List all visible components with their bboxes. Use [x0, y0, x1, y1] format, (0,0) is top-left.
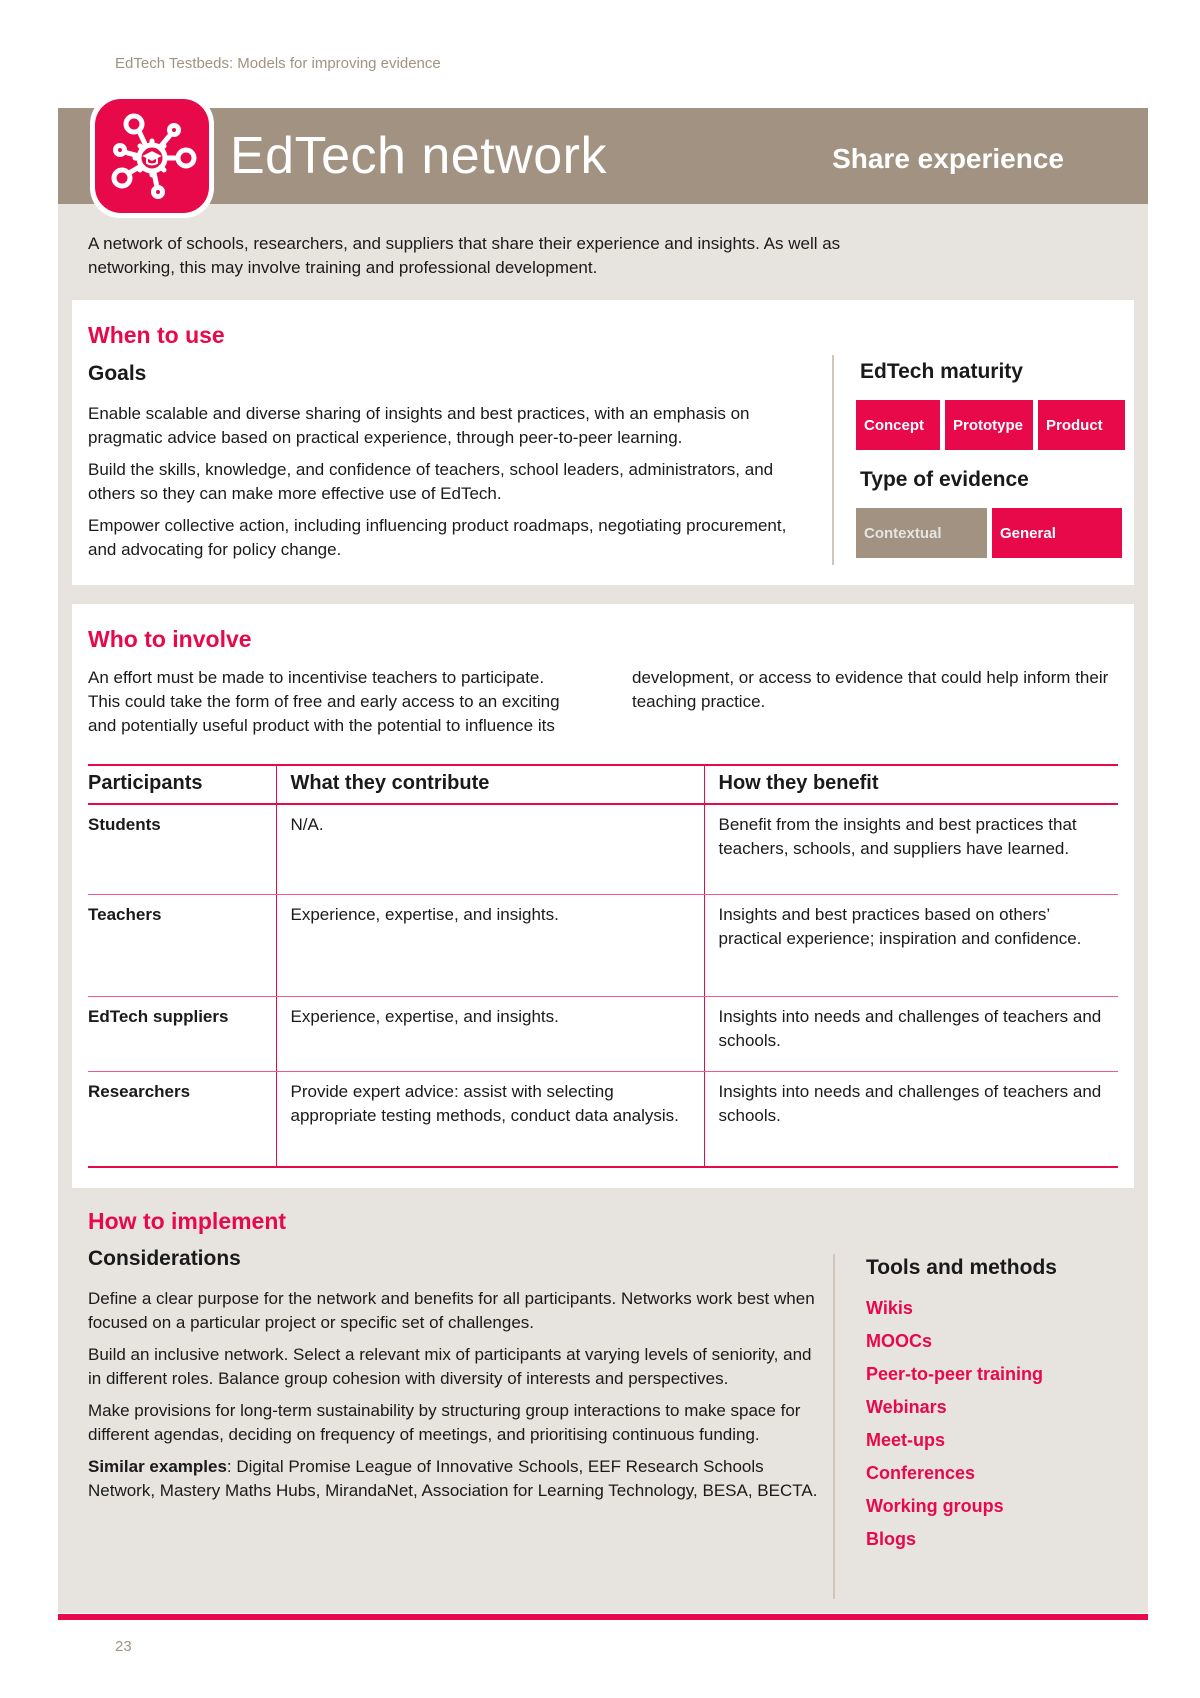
participant-name: Students [88, 804, 276, 894]
participant-name: EdTech suppliers [88, 996, 276, 1071]
who-to-involve-panel [72, 604, 1134, 1188]
similar-examples-text: : Digital Promise League of Innovative Schools, EEF Research Schools Network, Mastery Maths Hubs, MirandaNet, Association for Learning Technology, BESA, BECTA. [88, 1457, 818, 1500]
table-row [88, 1071, 1118, 1167]
evidence-tag-contextual: Contextual [856, 508, 987, 558]
participant-contribution: N/A. [276, 804, 704, 894]
participant-name: Teachers [88, 894, 276, 996]
goals-heading: Goals [88, 362, 147, 385]
evidence-tag-general: General [992, 508, 1122, 558]
maturity-tag-prototype: Prototype [945, 400, 1033, 450]
table-header-row [88, 765, 1118, 804]
consideration-item: Make provisions for long-term sustainability by structuring group interactions to make space for different agendas, deciding on frequency of meetings, and prioritising continuous funding. [88, 1401, 801, 1444]
maturity-tag-concept: Concept [856, 400, 940, 450]
column-header-benefit: How they benefit [704, 765, 1118, 804]
category-label: Share experience [832, 143, 1064, 174]
goals-list [88, 402, 808, 570]
how-to-implement-heading: How to implement [88, 1208, 287, 1234]
considerations-heading: Considerations [88, 1247, 241, 1270]
participant-benefit: Insights into needs and challenges of teachers and schools. [704, 996, 1118, 1071]
participant-contribution: Experience, expertise, and insights. [276, 894, 704, 996]
tool-link-conferences[interactable]: Conferences [866, 1463, 976, 1483]
similar-examples [88, 1455, 818, 1503]
participant-contribution: Provide expert advice: assist with selecting appropriate testing methods, conduct data analysis. [276, 1071, 704, 1167]
consideration-item: Build an inclusive network. Select a relevant mix of participants at varying levels of seniority, and in different roles. Balance group cohesion with diversity of interests and perspectives. [88, 1345, 812, 1388]
consideration-item: Define a clear purpose for the network and benefits for all participants. Networks work best when focused on a particular project or specific set of challenges. [88, 1289, 815, 1332]
banner [58, 108, 1148, 204]
network-gear-graduation-cap-icon [102, 106, 202, 206]
when-to-use-panel [72, 300, 1134, 585]
tool-link-blogs[interactable]: Blogs [866, 1529, 917, 1549]
participant-benefit: Insights into needs and challenges of teachers and schools. [704, 1071, 1118, 1167]
participant-benefit: Benefit from the insights and best practices that teachers, schools, and suppliers have learned. [704, 804, 1118, 894]
page-number: 23 [115, 1638, 132, 1655]
column-header-participants: Participants [88, 765, 276, 804]
participant-benefit: Insights and best practices based on others’ practical experience; inspiration and confidence. [704, 894, 1118, 996]
when-to-use-heading: When to use [88, 322, 225, 348]
similar-examples-label: Similar examples [88, 1457, 227, 1476]
participant-name: Researchers [88, 1071, 276, 1167]
model-logo [90, 94, 214, 218]
column-divider [832, 355, 834, 565]
evidence-heading: Type of evidence [860, 468, 1029, 491]
goal-item: Enable scalable and diverse sharing of insights and best practices, with an emphasis on pragmatic advice based on practical experience, through peer-to-peer learning. [88, 404, 750, 447]
tools-list [866, 1298, 1043, 1562]
model-card [58, 108, 1148, 1613]
tools-heading: Tools and methods [866, 1256, 1057, 1279]
page-title: EdTech network [230, 127, 607, 185]
evidence-tags [856, 508, 1122, 558]
participants-table [88, 764, 1118, 1168]
maturity-tags [856, 400, 1125, 450]
maturity-tag-product: Product [1038, 400, 1125, 450]
goal-item: Empower collective action, including influencing product roadmaps, negotiating procurement, and advocating for policy change. [88, 516, 787, 559]
who-to-involve-text: An effort must be made to incentivise teachers to participate. This could take the form of free and early access to an exciting and potentially useful product with the potential to influence its development, or access to evidence that could help inform their teaching practice. [88, 668, 1109, 735]
tool-link-working-groups[interactable]: Working groups [866, 1496, 1004, 1516]
participant-contribution: Experience, expertise, and insights. [276, 996, 704, 1071]
tool-link-webinars[interactable]: Webinars [866, 1397, 947, 1417]
who-to-involve-heading: Who to involve [88, 626, 252, 652]
tool-link-peer-to-peer-training[interactable]: Peer-to-peer training [866, 1364, 1044, 1384]
tool-link-moocs[interactable]: MOOCs [866, 1331, 933, 1351]
table-row [88, 804, 1118, 894]
maturity-heading: EdTech maturity [860, 360, 1023, 383]
considerations-list [88, 1287, 818, 1511]
tool-link-wikis[interactable]: Wikis [866, 1298, 913, 1318]
table-row [88, 894, 1118, 996]
footer-accent-bar [58, 1614, 1148, 1620]
running-head: EdTech Testbeds: Models for improving evidence [115, 55, 441, 72]
table-row [88, 996, 1118, 1071]
intro-text: A network of schools, researchers, and suppliers that share their experience and insights. As well as networking, this may involve training and professional development. [88, 234, 841, 277]
column-divider [833, 1254, 835, 1599]
tool-link-meet-ups[interactable]: Meet-ups [866, 1430, 946, 1450]
goal-item: Build the skills, knowledge, and confidence of teachers, school leaders, administrators, and others so they can make more effective use of EdTech. [88, 460, 774, 503]
column-header-contribute: What they contribute [276, 765, 704, 804]
